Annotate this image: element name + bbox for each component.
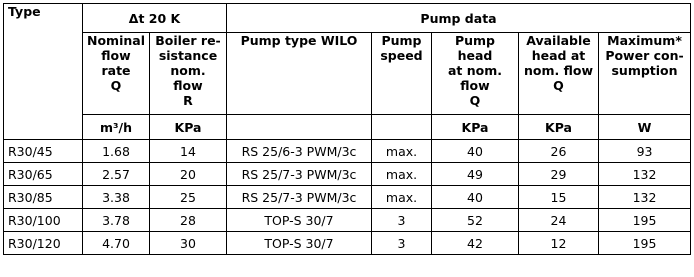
pump-data-header: Pump data: [227, 4, 691, 33]
pump-type-unit: [227, 115, 372, 140]
pump-head-unit: KPa: [432, 115, 519, 140]
nominal-flow-rate-unit: m³/h: [83, 115, 150, 140]
available-head-cell: 29: [519, 163, 599, 186]
type-header: Type: [4, 4, 83, 140]
power-cell: 132: [599, 163, 691, 186]
header-row-columns: [4, 33, 691, 115]
boiler-resistance-header-line: sistance: [158, 48, 218, 63]
available-head-header-line: Available: [526, 33, 591, 48]
flow-rate-cell: 2.57: [83, 163, 150, 186]
pump-data-table: [3, 3, 691, 255]
pump-speed-header-line: Pump: [381, 33, 422, 48]
flow-rate-cell: 4.70: [83, 232, 150, 255]
table-row: [4, 140, 691, 163]
power-cell: 132: [599, 186, 691, 209]
flow-rate-cell: 3.38: [83, 186, 150, 209]
table-row: [4, 209, 691, 232]
available-head-header-line: Q: [553, 78, 564, 93]
type-cell: R30/120: [4, 232, 83, 255]
pump-speed-cell: max.: [372, 140, 432, 163]
pump-speed-cell: 3: [372, 232, 432, 255]
boiler-resistance-cell: 20: [150, 163, 227, 186]
available-head-cell: 12: [519, 232, 599, 255]
boiler-resistance-cell: 14: [150, 140, 227, 163]
header-row-groups: [4, 4, 691, 33]
boiler-resistance-unit: KPa: [150, 115, 227, 140]
max-power-header-line: Power con-: [605, 48, 684, 63]
available-head-cell: 24: [519, 209, 599, 232]
max-power-header-line: Maximum*: [607, 33, 682, 48]
nominal-flow-rate-header: [83, 33, 150, 115]
flow-rate-cell: 1.68: [83, 140, 150, 163]
type-cell: R30/85: [4, 186, 83, 209]
pump-speed-header: [372, 33, 432, 115]
pump-head-cell: 40: [432, 140, 519, 163]
pump-type-cell: TOP-S 30/7: [227, 232, 372, 255]
max-power-header: [599, 33, 691, 115]
available-head-header-line: head at: [531, 48, 586, 63]
pump-head-header-line: flow: [460, 78, 490, 93]
boiler-resistance-header-line: R: [183, 93, 193, 108]
pump-head-cell: 40: [432, 186, 519, 209]
boiler-resistance-cell: 28: [150, 209, 227, 232]
pump-head-header-line: Pump head: [454, 33, 496, 63]
nominal-flow-rate-header-line: Q: [110, 78, 122, 93]
delta-t-header: Δt 20 K: [83, 4, 227, 33]
pump-type-cell: RS 25/7-3 PWM/3c: [227, 163, 372, 186]
header-row-units: [4, 115, 691, 140]
power-cell: 195: [599, 209, 691, 232]
pump-head-header-line: Q: [469, 93, 481, 108]
pump-speed-header-line: speed: [380, 48, 423, 63]
pump-speed-unit: [372, 115, 432, 140]
pump-type-cell: TOP-S 30/7: [227, 209, 372, 232]
pump-head-cell: 52: [432, 209, 519, 232]
pump-type-header: [227, 33, 372, 115]
power-cell: 195: [599, 232, 691, 255]
max-power-unit: W: [599, 115, 691, 140]
nominal-flow-rate-header-line: Nominal: [87, 33, 145, 48]
nominal-flow-rate-header-line: flow rate: [101, 48, 131, 78]
pump-speed-cell: max.: [372, 186, 432, 209]
pump-speed-cell: 3: [372, 209, 432, 232]
table-row: [4, 186, 691, 209]
boiler-resistance-cell: 25: [150, 186, 227, 209]
boiler-resistance-cell: 30: [150, 232, 227, 255]
power-cell: 93: [599, 140, 691, 163]
boiler-resistance-header-line: Boiler re-: [155, 33, 221, 48]
table-row: [4, 163, 691, 186]
table-row: [4, 232, 691, 255]
pump-type-cell: RS 25/6-3 PWM/3c: [227, 140, 372, 163]
max-power-header-line: sumption: [611, 63, 678, 78]
boiler-resistance-header-line: nom. flow: [170, 63, 206, 93]
type-cell: R30/65: [4, 163, 83, 186]
pump-head-cell: 42: [432, 232, 519, 255]
pump-head-cell: 49: [432, 163, 519, 186]
pump-head-header: [432, 33, 519, 115]
type-cell: R30/100: [4, 209, 83, 232]
pump-head-header-line: at nom.: [447, 63, 503, 78]
pump-type-header-line: Pump type WILO: [240, 33, 358, 48]
available-head-cell: 15: [519, 186, 599, 209]
table-body: [4, 140, 691, 255]
pump-type-cell: RS 25/7-3 PWM/3c: [227, 186, 372, 209]
available-head-header: [519, 33, 599, 115]
flow-rate-cell: 3.78: [83, 209, 150, 232]
available-head-header-line: nom. flow: [523, 63, 593, 78]
available-head-unit: KPa: [519, 115, 599, 140]
pump-speed-cell: max.: [372, 163, 432, 186]
available-head-cell: 26: [519, 140, 599, 163]
boiler-resistance-header: [150, 33, 227, 115]
type-cell: R30/45: [4, 140, 83, 163]
